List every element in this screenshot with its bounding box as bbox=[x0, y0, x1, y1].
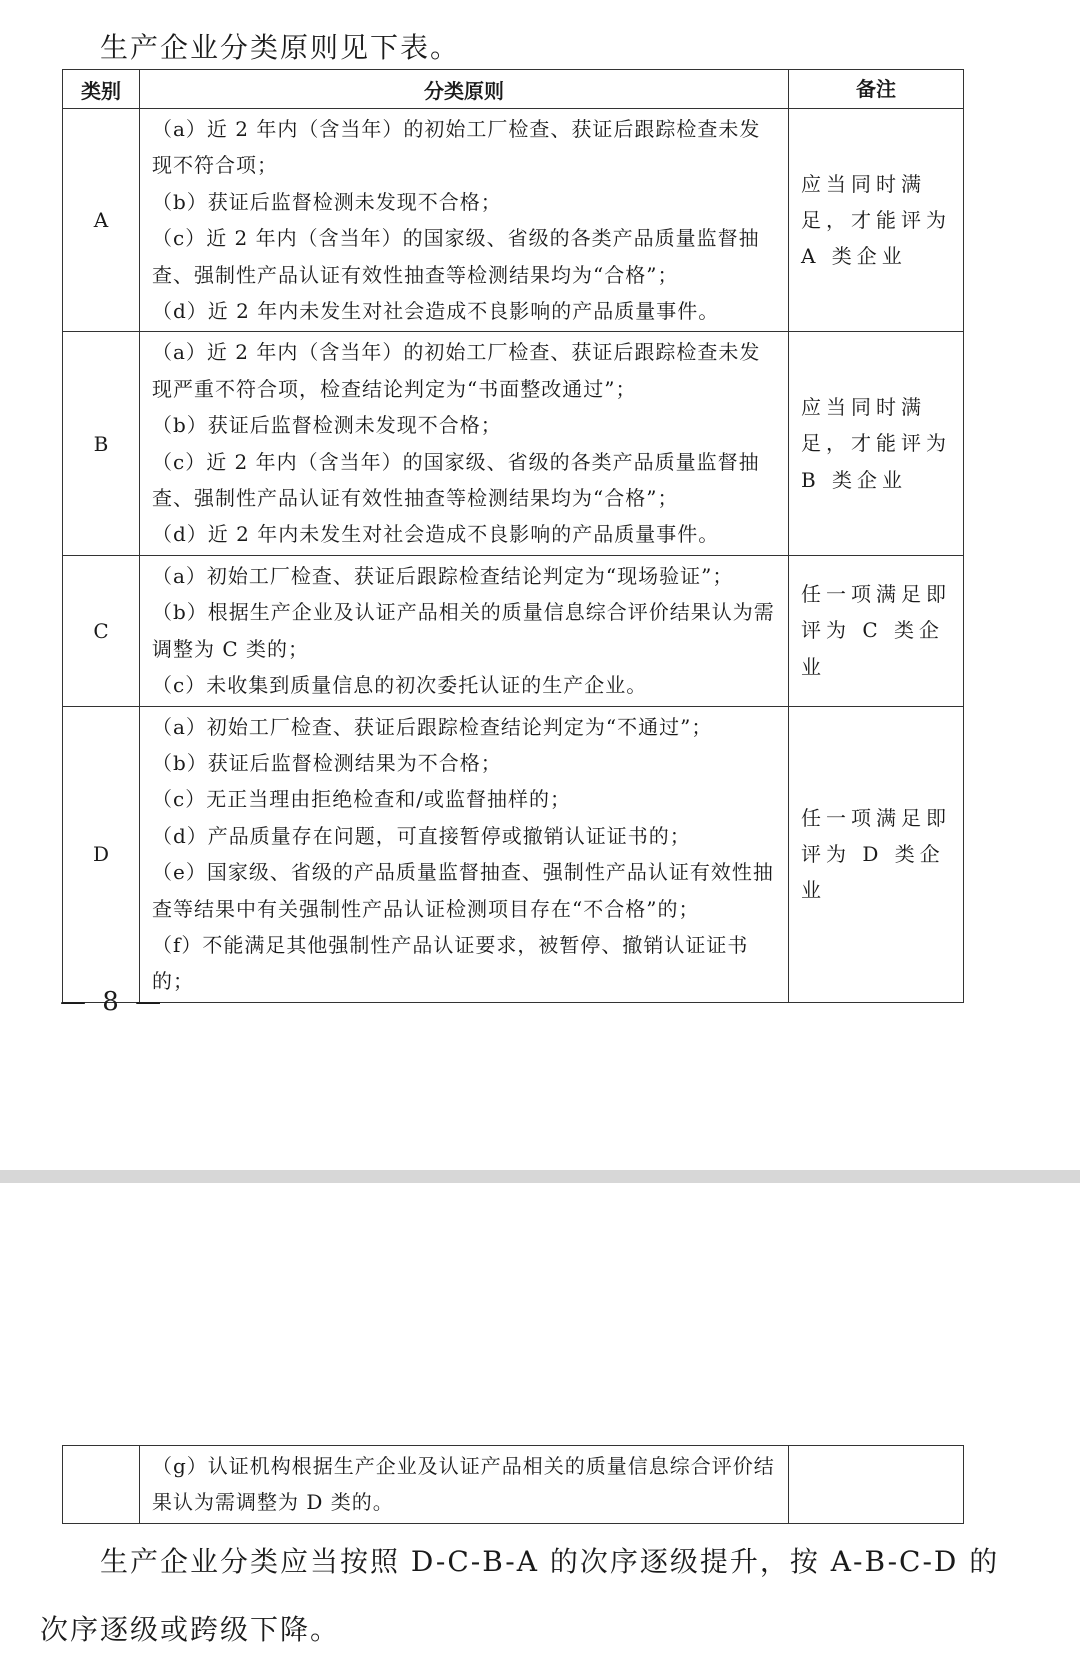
page-separator bbox=[0, 1170, 1080, 1183]
table-row bbox=[63, 109, 964, 332]
header-principle: 分类原则 bbox=[140, 70, 789, 109]
principle-item: （a）近 2 年内（含当年）的初始工厂检查、获证后跟踪检查未发现不符合项； bbox=[152, 117, 761, 178]
table-row bbox=[63, 706, 964, 1002]
row-category: C bbox=[63, 555, 140, 706]
table-header-row bbox=[63, 70, 964, 109]
row-note: 应当同时满足，才能评为 B 类企业 bbox=[789, 332, 964, 555]
row-principles bbox=[140, 332, 789, 555]
continuation-table bbox=[62, 1445, 964, 1524]
row-principles bbox=[140, 706, 789, 1002]
intro-text: 生产企业分类原则见下表。 bbox=[100, 31, 461, 64]
principle-item: （b）根据生产企业及认证产品相关的质量信息综合评价结果认为需调整为 C 类的； bbox=[152, 600, 775, 661]
principle-item: （c）无正当理由拒绝检查和/或监督抽样的； bbox=[152, 787, 571, 812]
row-category: D bbox=[63, 706, 140, 1002]
principle-item: （b）获证后监督检测结果为不合格； bbox=[152, 750, 502, 775]
header-note: 备注 bbox=[789, 70, 964, 109]
principle-item: （f）不能满足其他强制性产品认证要求，被暂停、撤销认证证书的； bbox=[152, 932, 749, 994]
principle-item: （d）近 2 年内未发生对社会造成不良影响的产品质量事件。 bbox=[152, 522, 720, 547]
principle-item: （c）未收集到质量信息的初次委托认证的生产企业。 bbox=[152, 673, 648, 698]
principle-item: （b）获证后监督检测未发现不合格； bbox=[152, 413, 502, 438]
principle-item: （a）初始工厂检查、获证后跟踪检查结论判定为“现场验证”； bbox=[152, 563, 734, 588]
table-row bbox=[63, 332, 964, 555]
row-principles bbox=[140, 555, 789, 706]
principle-item: （b）获证后监督检测未发现不合格； bbox=[152, 189, 502, 214]
row-principles bbox=[140, 109, 789, 332]
principle-item: （c）近 2 年内（含当年）的国家级、省级的各类产品质量监督抽查、强制性产品认证有效性抽查等检测结果均为“合格”； bbox=[152, 449, 760, 511]
table-row bbox=[63, 555, 964, 706]
principle-item: （d）产品质量存在问题，可直接暂停或撤销认证证书的； bbox=[152, 823, 691, 848]
table-row bbox=[63, 1446, 964, 1524]
page-number: — 8 — bbox=[60, 987, 166, 1017]
row-category: B bbox=[63, 332, 140, 555]
header-category: 类别 bbox=[63, 70, 140, 109]
cont-category bbox=[63, 1446, 140, 1524]
row-note: 任一项满足即评为 C 类企业 bbox=[789, 555, 964, 706]
principle-item: （c）近 2 年内（含当年）的国家级、省级的各类产品质量监督抽查、强制性产品认证有效性抽查等检测结果均为“合格”； bbox=[152, 226, 760, 287]
row-note: 应当同时满足，才能评为 A 类企业 bbox=[789, 109, 964, 332]
cont-principle: （g）认证机构根据生产企业及认证产品相关的质量信息综合评价结果认为需调整为 D 类的。 bbox=[140, 1446, 789, 1524]
principle-item: （a）初始工厂检查、获证后跟踪检查结论判定为“不通过”； bbox=[152, 714, 713, 739]
row-category: A bbox=[63, 109, 140, 332]
classification-table bbox=[62, 69, 964, 1003]
principle-item: （e）国家级、省级的产品质量监督抽查、强制性产品认证有效性抽查等结果中有关强制性产品认证检测项目存在“不合格”的； bbox=[152, 860, 774, 921]
row-note: 任一项满足即评为 D 类企业 bbox=[789, 706, 964, 1002]
principle-item: （a）近 2 年内（含当年）的初始工厂检查、获证后跟踪检查未发现严重不符合项，检查结论判定为“书面整改通过”； bbox=[152, 340, 761, 401]
outro-text: 生产企业分类应当按照 D-C-B-A 的次序逐级提升，按 A-B-C-D 的次序逐级或跨级下降。 bbox=[40, 1545, 1000, 1646]
principle-item: （d）近 2 年内未发生对社会造成不良影响的产品质量事件。 bbox=[152, 299, 720, 324]
cont-note bbox=[789, 1446, 964, 1524]
